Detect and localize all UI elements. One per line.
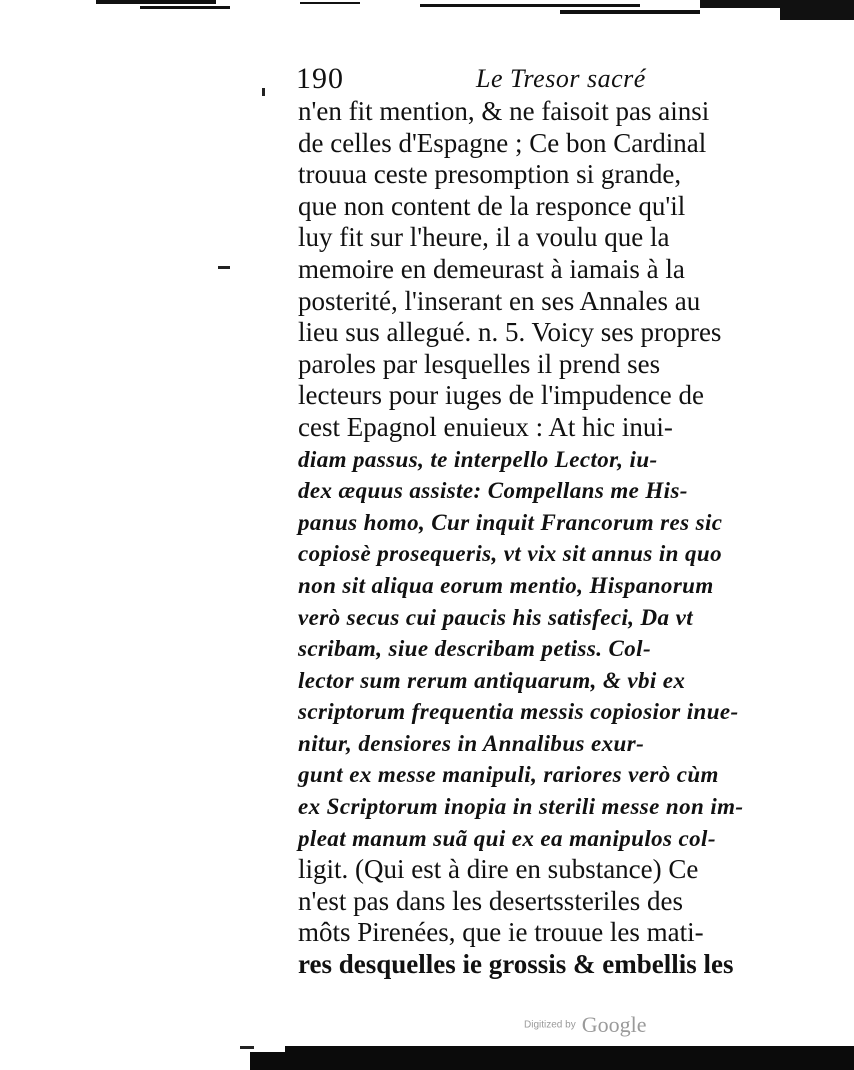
text-line: luy fit sur l'heure, il a voulu que la [298,222,670,253]
latin-quote-line: panus homo, Cur inquit Francorum res sic [298,509,723,535]
latin-quote-line: ex Scriptorum inopia in sterili messe non im- [298,794,744,820]
text-line: ligit. (Qui est à dire en substance) Ce [298,854,699,885]
latin-quote-line: lector sum rerum antiquarum, & vbi ex [298,667,686,693]
google-logo: Google [581,1012,647,1037]
page-number: 190 [296,62,344,95]
text-line: trouua ceste presomption si grande, [298,159,682,190]
text-line: lieu sus allegué. n. 5. Voicy ses propres [298,317,722,348]
running-title: Le Tresor sacré [476,64,646,93]
latin-quote-line: scriptorum frequentia messis copiosior inue- [298,699,739,725]
text-line: posterité, l'inserant en ses Annales au [298,285,701,316]
scan-speck [218,266,230,269]
text-line: paroles par lesquelles il prend ses [298,348,661,379]
text-line: memoire en demeurast à iamais à la [298,253,685,284]
latin-quote-line: pleat manum suã qui ex ea manipulos col- [298,825,716,851]
text-line: de celles d'Espagne ; Ce bon Cardinal [298,127,707,158]
scan-top-edge [0,0,854,22]
text-line: lecteurs pour iuges de l'impudence de [298,380,704,411]
page-text [298,96,758,981]
text-line: n'est pas dans les desertssteriles des [298,885,684,916]
text-line: n'en fit mention, & ne faisoit pas ainsi [298,96,710,126]
text-line: cest Epagnol enuieux : At hic inui- [298,411,673,442]
scan-bottom-edge [0,1042,854,1070]
text-line: môts Pirenées, que ie trouue les mati- [298,917,704,948]
running-head [296,62,656,96]
scan-speck [262,88,265,96]
watermark-prefix: Digitized by [524,1019,576,1031]
text-line: res desquelles ie grossis & embellis les [298,949,734,980]
latin-quote-line: diam passus, te interpello Lector, iu- [298,446,658,472]
latin-quote-line: scribam, siue describam petiss. Col- [298,636,652,662]
text-line: que non content de la responce qu'il [298,190,686,221]
digitized-by-google-watermark [524,1012,646,1036]
latin-quote-line: dex æquus assiste: Compellans me His- [298,478,688,504]
latin-quote-line: non sit aliqua eorum mentio, Hispanorum [298,572,714,598]
latin-quote-line: gunt ex messe manipuli, rariores verò cùm [298,762,719,788]
latin-quote-line: nitur, densiores in Annalibus exur- [298,730,645,756]
latin-quote-line: verò secus cui paucis his satisfeci, Da vt [298,604,693,630]
latin-quote-line: copiosè prosequeris, vt vix sit annus in quo [298,541,722,567]
